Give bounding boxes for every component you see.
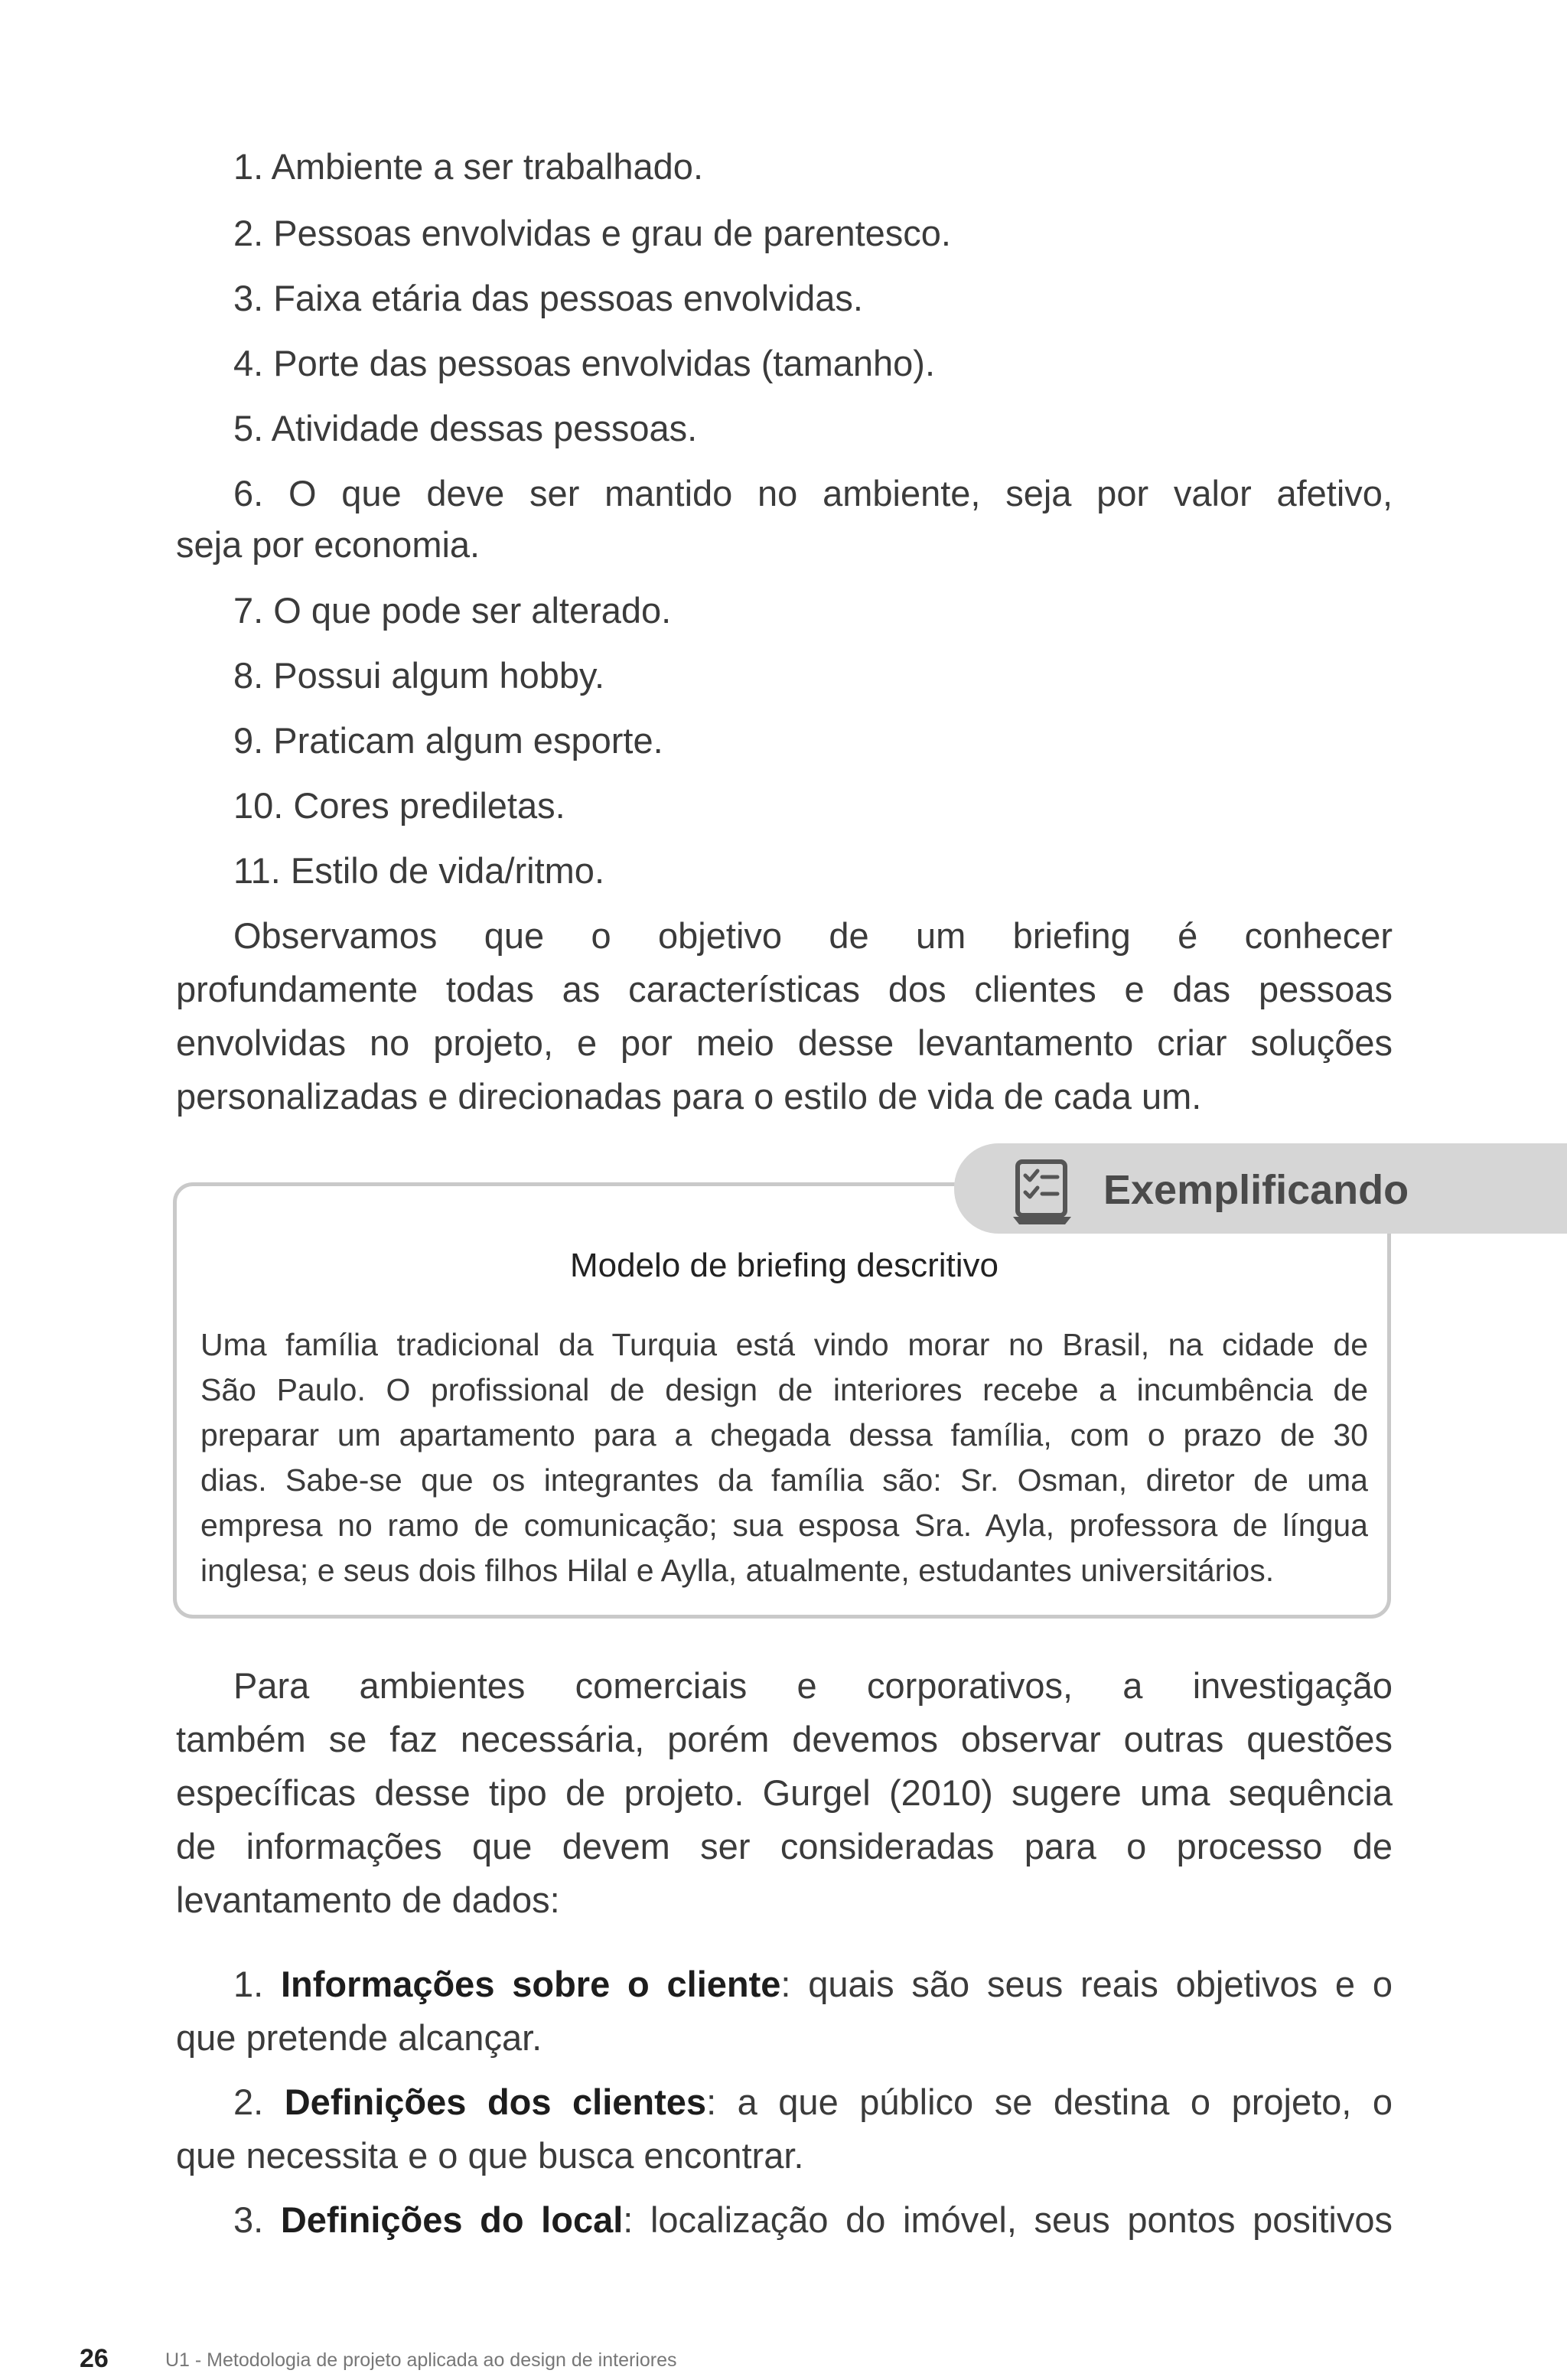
running-title: U1 - Metodologia de projeto aplicada ao design de interiores — [165, 2349, 677, 2371]
example-line: inglesa; e seus dois filhos Hilal e Aylla, atualmente, estudantes universitários. — [200, 1553, 1275, 1588]
bold-term: Informações sobre o cliente — [280, 1964, 781, 2004]
list-item: 3. Faixa etária das pessoas envolvidas. — [233, 278, 863, 318]
list-item: 11. Estilo de vida/ritmo. — [233, 850, 605, 891]
paragraph-line: personalizadas e direcionadas para o estilo de vida de cada um. — [176, 1076, 1202, 1117]
example-line: preparar um apartamento para a chegada dessa família, com o prazo de 30 — [200, 1417, 1368, 1452]
list-item — [176, 2075, 1393, 2183]
example-line: empresa no ramo de comunicação; sua esposa Sra. Ayla, professora de língua — [200, 1508, 1368, 1543]
list-item: 10. Cores prediletas. — [233, 785, 565, 826]
paragraph-line: específicas desse tipo de projeto. Gurgel (2010) sugere uma sequência — [176, 1772, 1393, 1813]
example-line: São Paulo. O profissional de design de interiores recebe a incumbência de — [200, 1372, 1368, 1407]
paragraph-line: de informações que devem ser consideradas para o processo de — [176, 1826, 1393, 1867]
bold-term: Definições dos clientes — [284, 2082, 707, 2122]
paragraph-line: envolvidas no projeto, e por meio desse levantamento criar soluções — [176, 1022, 1393, 1063]
list-item: 4. Porte das pessoas envolvidas (tamanho). — [233, 343, 936, 383]
list-item — [176, 2193, 1393, 2247]
bold-term: Definições do local — [280, 2199, 624, 2240]
example-heading: Modelo de briefing descritivo — [569, 1247, 999, 1284]
list-item: 5. Atividade dessas pessoas. — [233, 408, 698, 448]
list-item: 8. Possui algum hobby. — [233, 655, 605, 696]
example-line: dias. Sabe-se que os integrantes da família são: Sr. Osman, diretor de uma — [200, 1462, 1368, 1498]
list-item-line: 2. Definições dos clientes: a que público se destina o projeto, o — [233, 2082, 1393, 2122]
paragraph — [176, 1659, 1393, 1927]
page-number: 26 — [80, 2344, 109, 2373]
list-item-continuation: seja por economia. — [176, 524, 481, 565]
example-tab-label: Exemplificando — [1103, 1167, 1409, 1213]
list-item-line: que necessita e o que busca encontrar. — [176, 2135, 804, 2176]
list-item: 7. O que pode ser alterado. — [233, 590, 672, 631]
list-item: 2. Pessoas envolvidas e grau de parentesco. — [233, 213, 951, 253]
example-body — [200, 1322, 1368, 1593]
paragraph-line: levantamento de dados: — [176, 1880, 560, 1920]
list-item — [176, 1958, 1393, 2065]
checklist-icon — [1012, 1159, 1073, 1226]
list-item-line: 1. Informações sobre o cliente: quais são seus reais objetivos e o — [233, 1964, 1393, 2004]
paragraph-line: profundamente todas as características dos clientes e das pessoas — [176, 969, 1393, 1009]
example-line: Uma família tradicional da Turquia está vindo morar no Brasil, na cidade de — [200, 1327, 1368, 1362]
list-item-line: que pretende alcançar. — [176, 2017, 542, 2058]
list-item: 1. Ambiente a ser trabalhado. — [233, 146, 704, 187]
list-item-line: 3. Definições do local: localização do imóvel, seus pontos positivos — [233, 2199, 1393, 2240]
paragraph-line: Para ambientes comerciais e corporativos, a investigação — [233, 1665, 1393, 1706]
list-item: 6. O que deve ser mantido no ambiente, seja por valor afetivo, — [233, 473, 1393, 513]
paragraph-line: Observamos que o objetivo de um briefing é conhecer — [233, 915, 1393, 956]
paragraph — [176, 909, 1393, 1123]
paragraph-line: também se faz necessária, porém devemos observar outras questões — [176, 1719, 1393, 1759]
list-item: 9. Praticam algum esporte. — [233, 720, 663, 761]
